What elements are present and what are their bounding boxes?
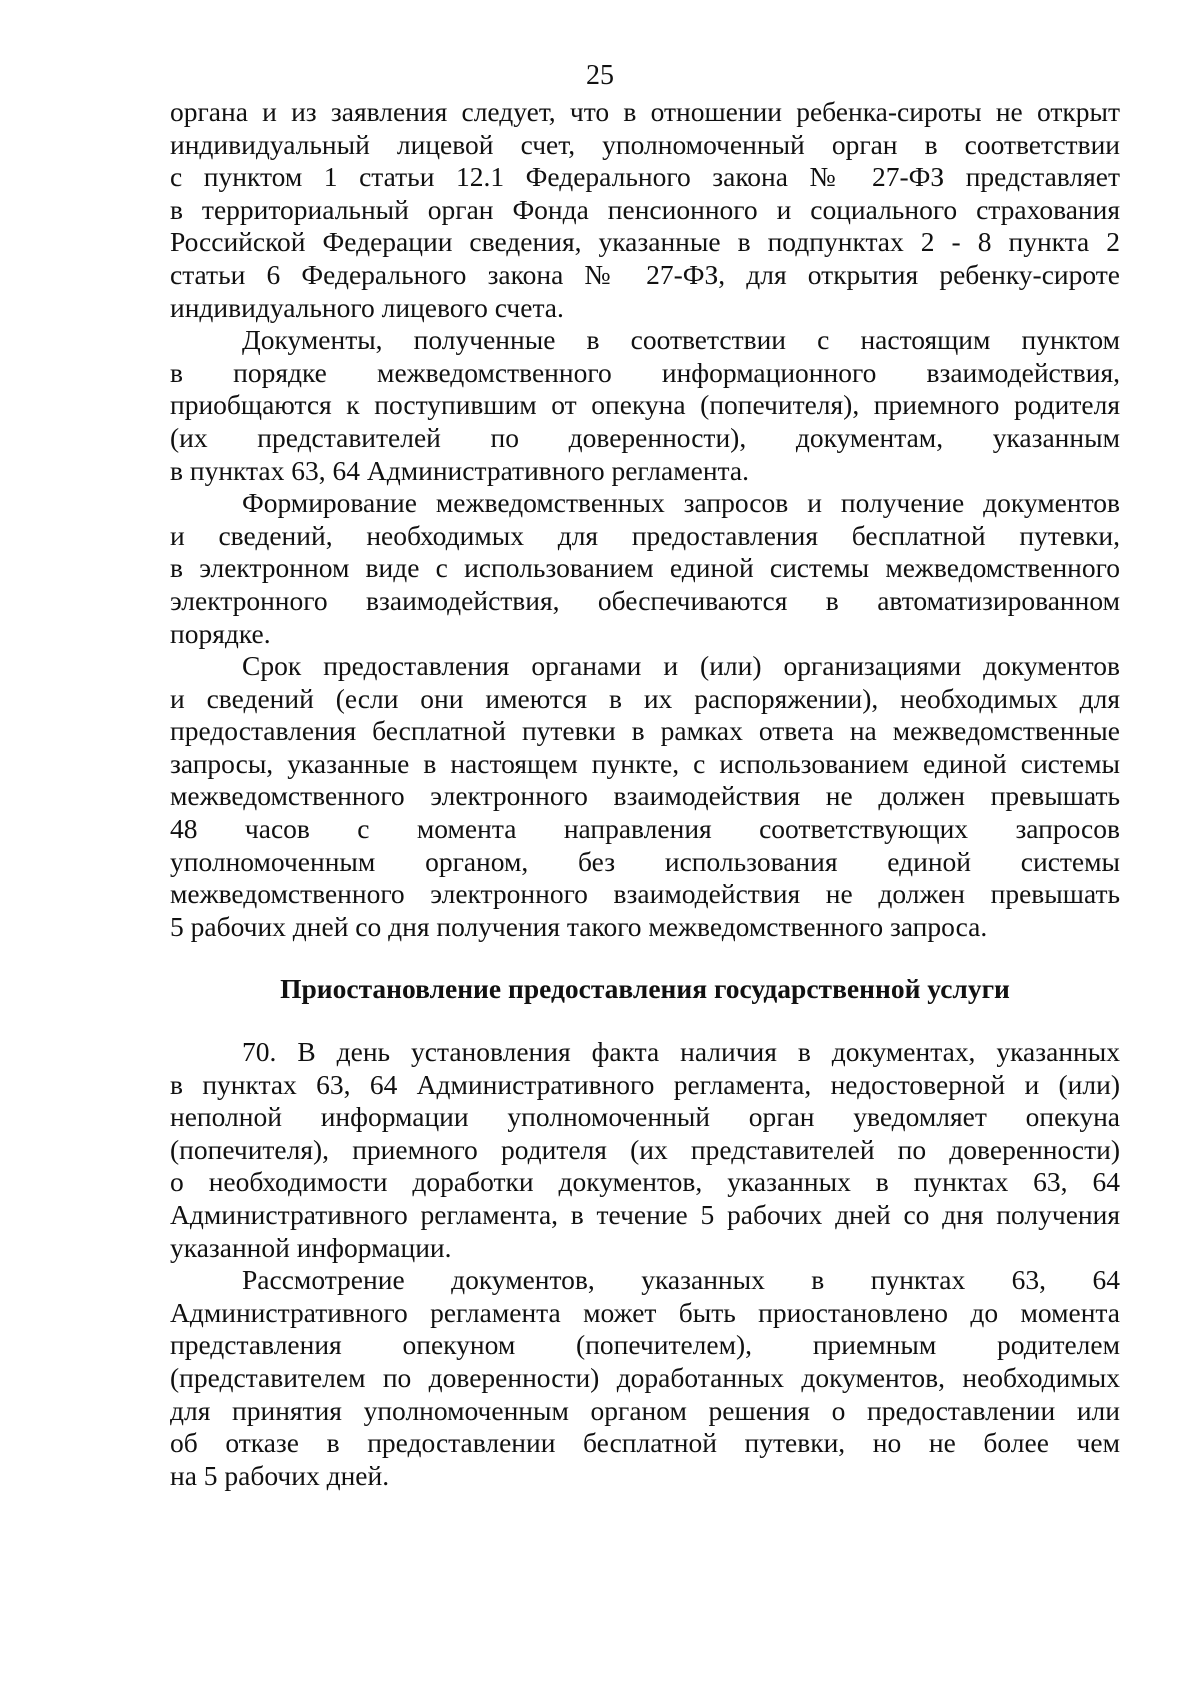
text-line: межведомственного электронного взаимодействия не должен превышать [170,780,1120,812]
text-line: (их представителей по доверенности), документам, указанным [170,421,1120,453]
text-line: Срок предоставления органами и (или) организациями документов [242,650,1120,682]
text-line: Рассмотрение документов, указанных в пунктах 63, 64 [242,1264,1120,1296]
text-line: и сведений, необходимых для предоставления бесплатной путевки, [170,519,1120,551]
paragraph [170,324,1120,487]
text-line: уполномоченным органом, без использования единой системы [170,845,1120,877]
text-line: индивидуального лицевого счета. [170,291,564,323]
text-line: Административного регламента, в течение 5 рабочих дней со дня получения [170,1199,1120,1230]
text-line: Формирование межведомственных запросов и получение документов [242,487,1120,519]
paragraph [170,487,1120,650]
paragraph [170,650,1120,943]
text-line: о необходимости доработки документов, указанных в пунктах 63, 64 [170,1166,1120,1198]
text-line: на 5 рабочих дней. [170,1459,390,1491]
text-line: с пунктом 1 статьи 12.1 Федерального закона № 27-ФЗ представляет [170,161,1120,193]
text-line: в порядке межведомственного информационного взаимодействия, [170,356,1120,388]
text-line: представления опекуном (попечителем), приемным родителем [170,1329,1120,1361]
text-line: неполной информации уполномоченный орган уведомляет опекуна [170,1101,1120,1133]
text-line: Российской Федерации сведения, указанные в подпунктах 2 - 8 пункта 2 [170,226,1120,258]
text-line: указанной информации. [170,1231,452,1263]
text-line: запросы, указанные в настоящем пункте, с использованием единой системы [170,747,1120,779]
document-body [170,96,1120,1492]
text-line: об отказе в предоставлении бесплатной путевки, но не более чем [170,1427,1120,1459]
text-line: 5 рабочих дней со дня получения такого межведомственного запроса. [170,910,988,942]
paragraph [170,96,1120,324]
text-line: органа и из заявления следует, что в отношении ребенка-сироты не открыт [170,96,1120,127]
text-line: приобщаются к поступившим от опекуна (попечителя), приемного родителя [170,389,1120,421]
text-line: (попечителя), приемного родителя (их представителей по доверенности) [170,1133,1120,1165]
text-line: Документы, полученные в соответствии с настоящим пунктом [242,324,1120,356]
text-line: порядке. [170,617,271,649]
section-heading: Приостановление предоставления государственной услуги [280,973,1010,1005]
text-line: в пунктах 63, 64 Административного регламента. [170,454,749,486]
text-line: для принятия уполномоченным органом решения о предоставлении или [170,1394,1120,1426]
text-line: электронного взаимодействия, обеспечиваются в автоматизированном [170,584,1120,616]
text-line: (представителем по доверенности) доработанных документов, необходимых [170,1361,1120,1393]
text-line: в пунктах 63, 64 Административного регламента, недостоверной и (или) [170,1068,1120,1100]
text-line: межведомственного электронного взаимодействия не должен превышать [170,878,1120,910]
text-line: индивидуальный лицевой счет, уполномоченный орган в соответствии [170,128,1120,160]
text-line: 70. В день установления факта наличия в документах, указанных [242,1036,1120,1068]
text-line: в территориальный орган Фонда пенсионного и социального страхования [170,193,1120,225]
paragraph [170,1264,1120,1492]
text-line: статьи 6 Федерального закона № 27-ФЗ, для открытия ребенку-сироте [170,258,1120,290]
text-line: 48 часов с момента направления соответствующих запросов [170,813,1120,845]
page-number: 25 [586,60,614,91]
text-line: и сведений (если они имеются в их распоряжении), необходимых для [170,682,1120,714]
text-line: предоставления бесплатной путевки в рамках ответа на межведомственные [170,715,1120,747]
text-line: Административного регламента может быть приостановлено до момента [170,1296,1120,1328]
paragraph [170,1036,1120,1264]
text-line: в электронном виде с использованием единой системы межведомственного [170,552,1120,584]
